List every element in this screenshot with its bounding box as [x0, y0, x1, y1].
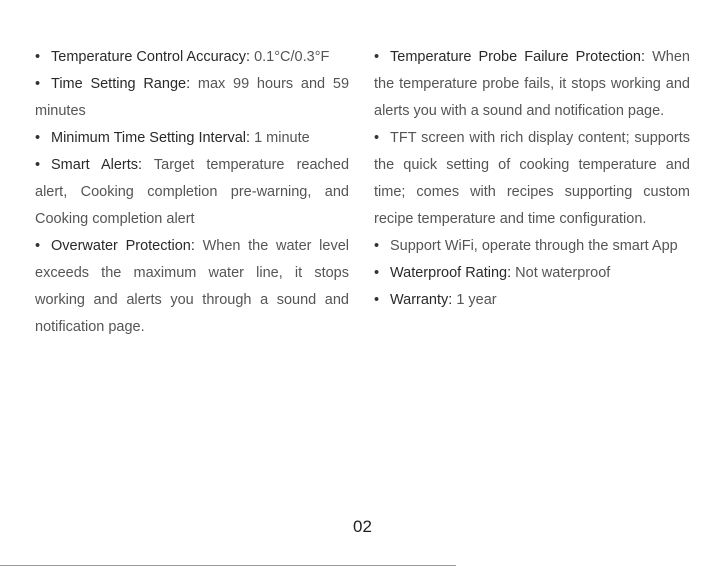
spec-temperature-control-accuracy [35, 44, 349, 71]
left-spec-column [35, 44, 349, 341]
spec-term: Waterproof Rating: [390, 265, 512, 281]
spec-text: When the water level exceeds the maximum water line, it stops working and alerts you through a sound and notification page. [35, 238, 349, 335]
right-spec-column [374, 44, 690, 314]
spec-term: Overwater Protection: [51, 238, 195, 254]
bullet: • [374, 265, 380, 281]
spec-wifi-support [374, 233, 690, 260]
spec-minimum-time-setting-interval [35, 125, 349, 152]
spec-term: Temperature Control Accuracy: [51, 49, 251, 65]
spec-probe-failure-protection [374, 44, 690, 125]
spec-text: Support WiFi, operate through the smart App [390, 238, 678, 254]
spec-text: TFT screen with rich display content; supports the quick setting of cooking temperature and time; comes with recipes supporting custom recipe temperature and time configuration. [374, 130, 690, 227]
bullet: • [374, 130, 380, 146]
bullet: • [35, 238, 41, 254]
bullet: • [35, 130, 41, 146]
page-number: 02 [353, 517, 372, 536]
bullet: • [35, 157, 41, 173]
bullet: • [374, 292, 380, 308]
spec-overwater-protection [35, 233, 349, 341]
spec-text: Not waterproof [511, 265, 611, 281]
spec-time-setting-range [35, 71, 349, 125]
spec-waterproof-rating [374, 260, 690, 287]
spec-text: 0.1°C/0.3°F [250, 49, 330, 65]
spec-text: 1 year [452, 292, 497, 308]
spec-term: Temperature Probe Failure Protection: [390, 49, 646, 65]
spec-text: 1 minute [250, 130, 310, 146]
spec-term: Minimum Time Setting Interval: [51, 130, 251, 146]
spec-text: max 99 hours and 59 minutes [35, 76, 350, 119]
spec-term: Time Setting Range: [51, 76, 191, 92]
bullet: • [374, 238, 380, 254]
spec-term: Warranty: [390, 292, 453, 308]
bottom-divider [0, 565, 456, 566]
spec-tft-screen [374, 125, 690, 233]
spec-text: Target temperature reached alert, Cooking completion pre-warning, and Cooking completion alert [35, 157, 350, 227]
bullet: • [374, 49, 380, 65]
spec-term: Smart Alerts: [51, 157, 143, 173]
bullet: • [35, 49, 41, 65]
spec-warranty [374, 287, 690, 314]
bullet: • [35, 76, 41, 92]
spec-smart-alerts [35, 152, 349, 233]
spec-text: When the temperature probe fails, it stops working and alerts you with a sound and notification page. [374, 49, 690, 119]
